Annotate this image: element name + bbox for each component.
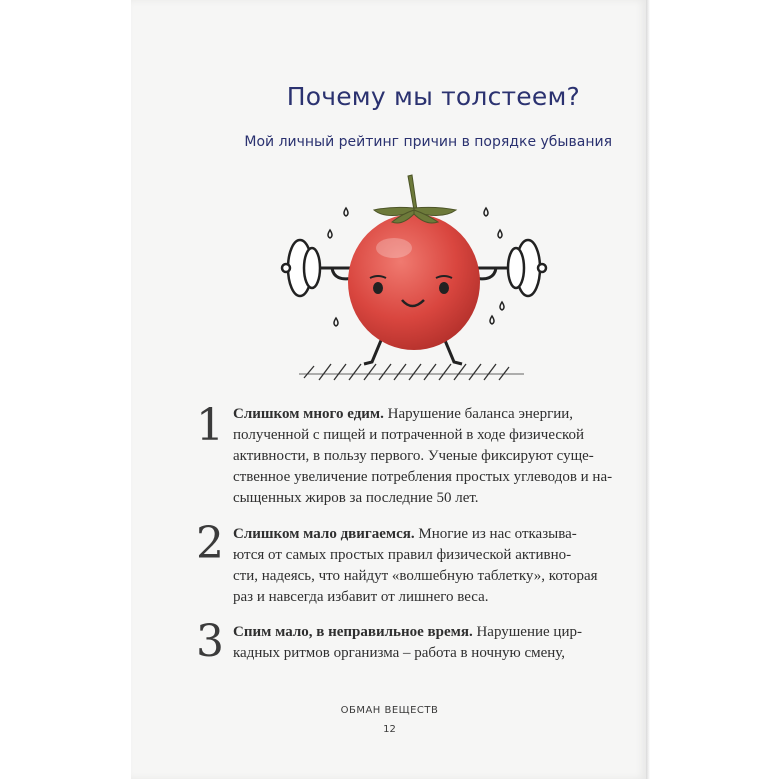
left-barbell-plates [282, 240, 320, 296]
running-footer: ОБМАН ВЕЩЕСТВ [340, 705, 439, 716]
item-heading: Слишком мало двигаемся. [233, 526, 415, 542]
item-text: Нарушение баланса энергии, [387, 406, 574, 422]
item-text: Нарушение цир- [476, 624, 582, 640]
right-leg [444, 338, 462, 364]
right-barbell-plates [508, 240, 546, 296]
floor-hatching [299, 364, 524, 380]
left-leg [364, 338, 382, 364]
item-heading: Слишком много едим. [233, 406, 384, 422]
page-number: 12 [383, 724, 396, 735]
item-text-line [233, 404, 613, 424]
item-text: Многие из нас отказыва- [418, 526, 577, 542]
item-text-line: активности, в пользу первого. Ученые фиксируют суще- [233, 448, 594, 464]
tomato-barbell-illustration [274, 170, 554, 390]
tomato-body [348, 214, 480, 350]
page-edge [646, 0, 650, 779]
item-text-line: кадных ритмов организма – работа в ночную смену, [233, 645, 566, 661]
item-text-line: сти, надеясь, что найдут «волшебную таблетку», которая [233, 568, 598, 584]
item-text-line: полученной с пищей и потраченной в ходе физической [233, 427, 585, 443]
item-text-line [233, 524, 613, 544]
item-number: 1 [196, 400, 224, 451]
item-text-line: сыщенных жиров за последние 50 лет. [233, 490, 479, 506]
item-text-line: ственное увеличение потребления простых углеводов и на- [233, 469, 613, 485]
item-heading: Спим мало, в неправильное время. [233, 624, 473, 640]
item-text-line [233, 622, 613, 642]
item-text-line: ются от самых простых правил физической активно- [233, 547, 572, 563]
item-number: 3 [196, 616, 224, 667]
item-number: 2 [196, 518, 224, 569]
page-subtitle: Мой личный рейтинг причин в порядке убывания [244, 134, 612, 150]
item-text-line: раз и навсегда избавит от лишнего веса. [233, 589, 489, 605]
page-title: Почему мы толстеем? [286, 82, 580, 111]
